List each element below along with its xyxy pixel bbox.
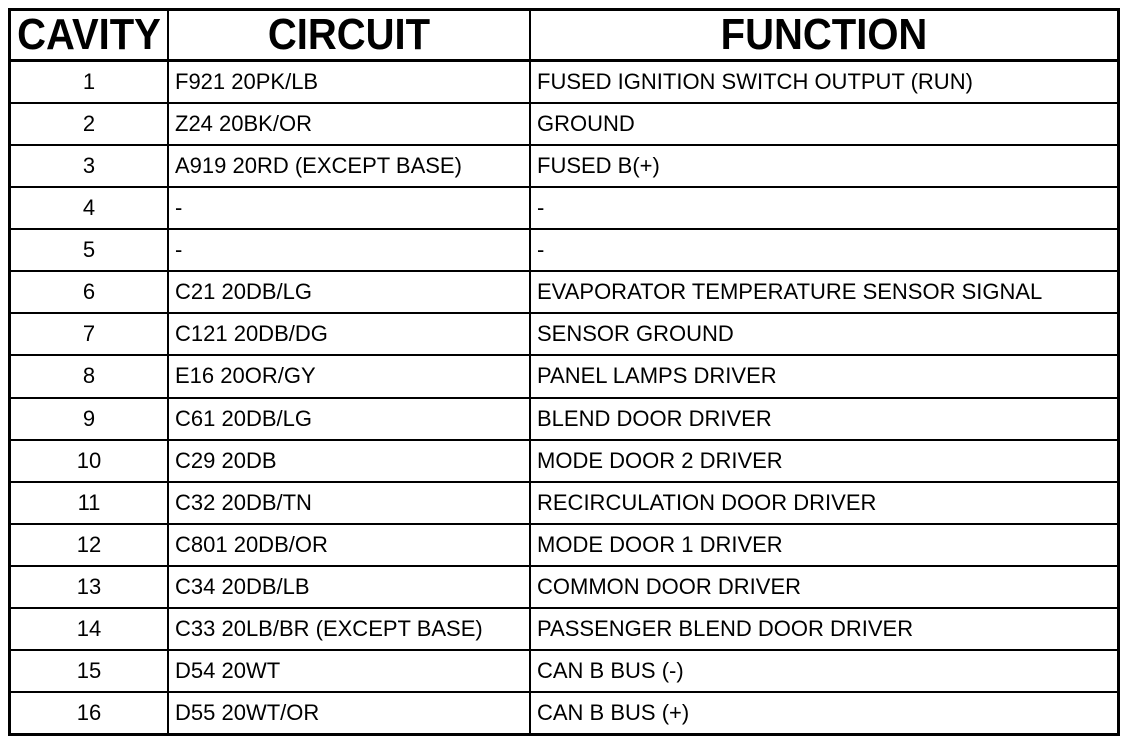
- table-row: [11, 692, 1117, 733]
- header-cavity: CAVITY: [11, 9, 168, 62]
- cavity-cell: 9: [11, 398, 168, 440]
- table-row: [11, 608, 1117, 650]
- header-row: [11, 11, 1117, 61]
- circuit-cell: C32 20DB/TN: [168, 482, 530, 524]
- cavity-cell: 13: [11, 566, 168, 608]
- function-cell: MODE DOOR 2 DRIVER: [530, 440, 1117, 482]
- function-cell: MODE DOOR 1 DRIVER: [530, 524, 1117, 566]
- function-cell: -: [530, 229, 1117, 271]
- function-cell: CAN B BUS (-): [530, 650, 1117, 692]
- cavity-cell: 7: [11, 313, 168, 355]
- circuit-cell: C21 20DB/LG: [168, 271, 530, 313]
- circuit-cell: D54 20WT: [168, 650, 530, 692]
- table-row: [11, 482, 1117, 524]
- cavity-cell: 5: [11, 229, 168, 271]
- table-row: [11, 650, 1117, 692]
- function-cell: RECIRCULATION DOOR DRIVER: [530, 482, 1117, 524]
- table-row: [11, 145, 1117, 187]
- circuit-cell: C61 20DB/LG: [168, 398, 530, 440]
- circuit-cell: C801 20DB/OR: [168, 524, 530, 566]
- table-row: [11, 313, 1117, 355]
- circuit-cell: C121 20DB/DG: [168, 313, 530, 355]
- cavity-cell: 6: [11, 271, 168, 313]
- circuit-cell: Z24 20BK/OR: [168, 103, 530, 145]
- header-circuit: CIRCUIT: [168, 9, 530, 62]
- header-function: FUNCTION: [530, 9, 1117, 62]
- circuit-cell: -: [168, 229, 530, 271]
- cavity-cell: 2: [11, 103, 168, 145]
- table-row: [11, 271, 1117, 313]
- function-cell: PANEL LAMPS DRIVER: [530, 355, 1117, 397]
- function-cell: FUSED IGNITION SWITCH OUTPUT (RUN): [530, 61, 1117, 104]
- cavity-cell: 4: [11, 187, 168, 229]
- table-row: [11, 566, 1117, 608]
- function-cell: BLEND DOOR DRIVER: [530, 398, 1117, 440]
- cavity-cell: 16: [11, 692, 168, 733]
- cavity-cell: 15: [11, 650, 168, 692]
- table-row: [11, 524, 1117, 566]
- table-body: [11, 61, 1117, 734]
- cavity-cell: 10: [11, 440, 168, 482]
- table-row: [11, 229, 1117, 271]
- table-row: [11, 398, 1117, 440]
- circuit-cell: C29 20DB: [168, 440, 530, 482]
- cavity-cell: 8: [11, 355, 168, 397]
- circuit-cell: D55 20WT/OR: [168, 692, 530, 733]
- circuit-cell: F921 20PK/LB: [168, 61, 530, 104]
- cavity-cell: 11: [11, 482, 168, 524]
- table-row: [11, 440, 1117, 482]
- function-cell: CAN B BUS (+): [530, 692, 1117, 733]
- connector-pinout-table: [11, 11, 1117, 733]
- function-cell: COMMON DOOR DRIVER: [530, 566, 1117, 608]
- table-row: [11, 103, 1117, 145]
- function-cell: SENSOR GROUND: [530, 313, 1117, 355]
- table-header: [11, 11, 1117, 61]
- circuit-cell: C34 20DB/LB: [168, 566, 530, 608]
- circuit-cell: -: [168, 187, 530, 229]
- table-row: [11, 61, 1117, 104]
- cavity-cell: 3: [11, 145, 168, 187]
- table-row: [11, 187, 1117, 229]
- table-row: [11, 355, 1117, 397]
- function-cell: PASSENGER BLEND DOOR DRIVER: [530, 608, 1117, 650]
- cavity-cell: 14: [11, 608, 168, 650]
- function-cell: GROUND: [530, 103, 1117, 145]
- circuit-cell: C33 20LB/BR (EXCEPT BASE): [168, 608, 530, 650]
- function-cell: EVAPORATOR TEMPERATURE SENSOR SIGNAL: [530, 271, 1117, 313]
- circuit-cell: E16 20OR/GY: [168, 355, 530, 397]
- function-cell: FUSED B(+): [530, 145, 1117, 187]
- cavity-cell: 12: [11, 524, 168, 566]
- cavity-cell: 1: [11, 61, 168, 104]
- connector-pinout-table-frame: [8, 8, 1120, 736]
- function-cell: -: [530, 187, 1117, 229]
- circuit-cell: A919 20RD (EXCEPT BASE): [168, 145, 530, 187]
